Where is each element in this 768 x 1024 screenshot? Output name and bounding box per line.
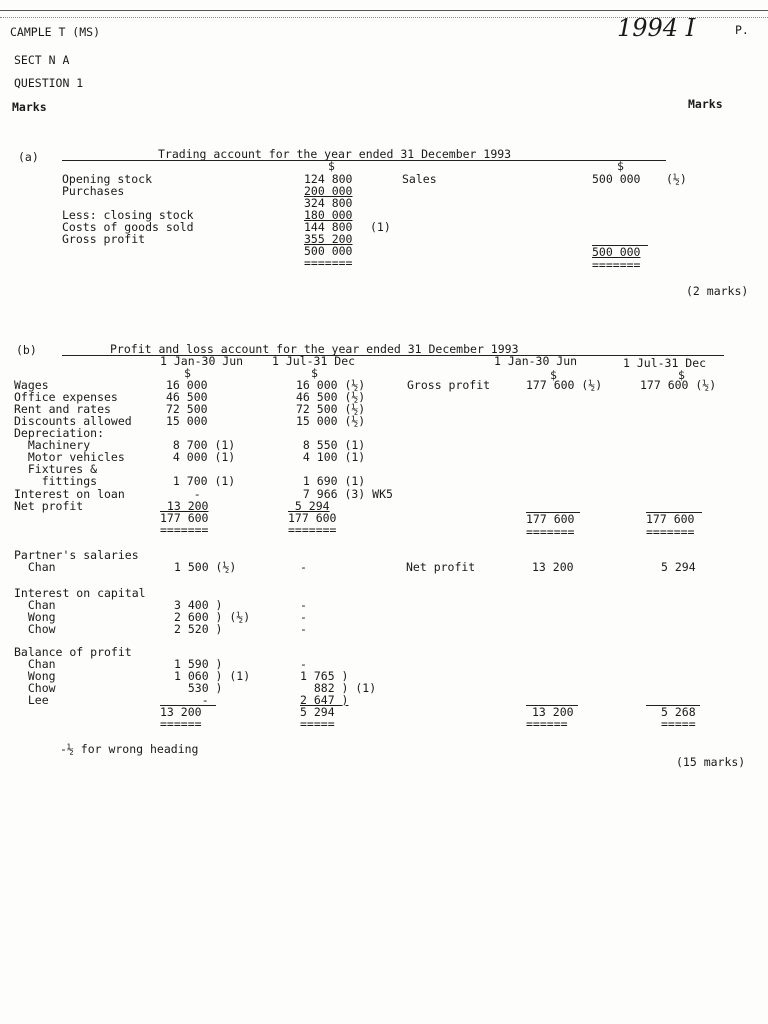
expense-label: Net profit <box>14 499 84 513</box>
expense-v2: 7 966 (3) WK5 <box>296 487 393 501</box>
net-profit-total-2: 5 268 <box>661 705 696 719</box>
approp-label: Lee <box>14 693 49 707</box>
approp-label: Balance of profit <box>14 645 132 659</box>
expense-v2: 46 500 (½) <box>296 390 366 404</box>
approp-v2: - <box>300 560 307 574</box>
net-profit-v2: 5 294 <box>661 560 696 574</box>
header-code: CAMPLE T (MS) <box>10 25 101 39</box>
col2-heading: 1 Jul-31 Dec <box>272 354 356 368</box>
col1-currency: $ <box>184 366 191 380</box>
row-label: Less: closing stock <box>62 208 194 222</box>
col1-heading: 1 Jan-30 Jun <box>160 354 244 368</box>
expense-v2: 1 690 (1) <box>296 474 366 488</box>
expense-v1: 4 000 (1) <box>166 450 236 464</box>
expense-v2: 5 294 <box>288 499 330 513</box>
approp-label: Chan <box>14 598 56 612</box>
expense-v1: 46 500 <box>166 390 208 404</box>
approp-v2: - <box>300 657 307 671</box>
part-b-title: Profit and loss account for the year ended 31 December 1993 <box>110 342 519 356</box>
row-label: Purchases <box>62 184 125 198</box>
page-mark: P. <box>735 23 749 37</box>
row-label: Opening stock <box>62 172 153 186</box>
expense-v1: 15 000 <box>166 414 208 428</box>
row-value: 144 800 <box>304 220 353 234</box>
gross-profit-total-2: 177 600 <box>646 512 695 526</box>
row-value: 324 800 <box>304 196 353 210</box>
approp-v1: 1 590 ) <box>174 657 223 671</box>
approp-v2: 1 765 ) <box>300 669 349 683</box>
approp-v1: - <box>174 693 209 707</box>
row-value: 355 200 <box>304 232 353 246</box>
part-a-title: Trading account for the year ended 31 December 1993 <box>158 147 512 161</box>
approp-eq-1: ====== <box>160 717 202 731</box>
expense-v2: 8 550 (1) <box>296 438 366 452</box>
expense-label: fittings <box>14 474 98 488</box>
gross-profit-eq-2: ======= <box>646 525 695 539</box>
approp-label: Chan <box>14 657 56 671</box>
expense-v1: 13 200 <box>160 499 209 513</box>
approp-label: Wong <box>14 669 56 683</box>
expense-label: Motor vehicles <box>14 450 125 464</box>
gross-profit-v1: 177 600 (½) <box>526 378 603 392</box>
sales-label: Sales <box>402 172 437 186</box>
col4-currency: $ <box>678 368 685 382</box>
col3-heading: 1 Jan-30 Jun <box>494 354 578 368</box>
gross-profit-v2: 177 600 (½) <box>640 378 717 392</box>
marks-left: Marks <box>12 100 47 114</box>
row-value: 200 000 <box>304 184 353 198</box>
expense-v1: 8 700 (1) <box>166 438 236 452</box>
row-label: Gross profit <box>62 232 146 246</box>
approp-v2: - <box>300 598 307 612</box>
sales-total-eq: ======= <box>592 258 641 272</box>
expense-v2: 15 000 (½) <box>296 414 366 428</box>
net-profit-v1: 13 200 <box>532 560 574 574</box>
expense-label: Discounts allowed <box>14 414 132 428</box>
expense-label: Machinery <box>14 438 91 452</box>
expense-eq-2: ======= <box>288 523 337 537</box>
approp-v1: 1 060 ) (1) <box>174 669 251 683</box>
part-a-currency-right: $ <box>617 159 624 173</box>
col3-currency: $ <box>550 368 557 382</box>
expense-total-2: 177 600 <box>288 511 337 525</box>
sales-total: 500 000 <box>592 245 641 259</box>
approp-v1: 1 500 (½) <box>174 560 237 574</box>
approp-v1: 2 520 ) <box>174 622 223 636</box>
heading-penalty-note: -½ for wrong heading <box>60 742 199 756</box>
question-title: QUESTION 1 <box>14 76 84 90</box>
approp-v2: - <box>300 610 307 624</box>
approp-label: Chan <box>14 560 56 574</box>
expense-eq-1: ======= <box>160 523 209 537</box>
gross-profit-total-1: 177 600 <box>526 512 575 526</box>
approp-label: Wong <box>14 610 56 624</box>
expense-label: Rent and rates <box>14 402 111 416</box>
approp-eq-2: ===== <box>300 717 335 731</box>
expense-label: Wages <box>14 378 49 392</box>
expense-label: Depreciation: <box>14 426 105 440</box>
approp-v2: 882 ) (1) <box>300 681 377 695</box>
net-profit-label: Net profit <box>406 560 476 574</box>
approp-label: Partner's salaries <box>14 548 139 562</box>
expense-v2: 16 000 (½) <box>296 378 366 392</box>
gross-profit-label: Gross profit <box>407 378 491 392</box>
expense-v1: - <box>166 487 201 501</box>
row-value: 124 800 <box>304 172 353 186</box>
expense-label: Fixtures & <box>14 462 98 476</box>
col2-currency: $ <box>311 366 318 380</box>
net-profit-total-1: 13 200 <box>532 705 574 719</box>
row-label: Costs of goods sold <box>62 220 194 234</box>
approp-label: Chow <box>14 681 56 695</box>
part-a-marks: (2 marks) <box>686 284 749 298</box>
sales-mark: (½) <box>666 172 687 186</box>
part-b-label: (b) <box>16 343 37 357</box>
approp-v2: 2 647 ) <box>300 693 349 707</box>
section-label: SECT N A <box>14 53 70 67</box>
approp-label: Chow <box>14 622 56 636</box>
row-value: 500 000 <box>304 244 353 258</box>
gross-profit-eq-1: ======= <box>526 525 575 539</box>
sales-value: 500 000 <box>592 172 641 186</box>
expense-v1: 1 700 (1) <box>166 474 236 488</box>
part-a-label: (a) <box>18 150 39 164</box>
approp-v2: - <box>300 622 307 636</box>
row-mark: (1) <box>370 220 391 234</box>
row-value: 180 000 <box>304 208 353 222</box>
approp-total-2: 5 294 <box>300 705 335 719</box>
approp-v1: 2 600 ) (½) <box>174 610 251 624</box>
expense-v1: 72 500 <box>166 402 208 416</box>
approp-total-1: 13 200 <box>160 705 202 719</box>
net-profit-eq-1: ====== <box>526 717 568 731</box>
row-value: ======= <box>304 256 353 270</box>
expense-v2: 4 100 (1) <box>296 450 366 464</box>
approp-v1: 530 ) <box>174 681 223 695</box>
expense-v2: 72 500 (½) <box>296 402 366 416</box>
marks-right: Marks <box>688 97 723 111</box>
approp-v1: 3 400 ) <box>174 598 223 612</box>
expense-total-1: 177 600 <box>160 511 209 525</box>
expense-v1: 16 000 <box>166 378 208 392</box>
col4-heading: 1 Jul-31 Dec <box>623 356 707 370</box>
handwritten-year: 1994 I <box>617 14 696 42</box>
net-profit-eq-2: ===== <box>661 717 696 731</box>
expense-label: Office expenses <box>14 390 118 404</box>
part-b-marks: (15 marks) <box>676 755 746 769</box>
expense-label: Interest on loan <box>14 487 125 501</box>
approp-label: Interest on capital <box>14 586 146 600</box>
part-a-currency-left: $ <box>328 159 335 173</box>
